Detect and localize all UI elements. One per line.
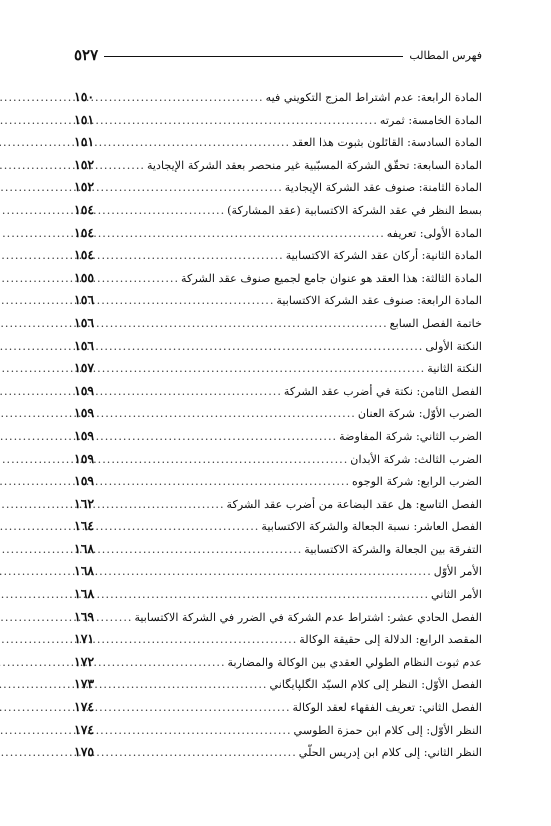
toc-entry-page: ١٧٤	[74, 721, 95, 737]
dot-leader	[107, 132, 290, 155]
dot-leader	[107, 742, 297, 765]
toc-entry-title: المادة السابعة: تحقّق الشركة المسبّبية غير منحصر بعقد الشركة الإيجادية	[146, 158, 482, 172]
toc-entry-page: ١٥٩	[74, 473, 95, 489]
toc-entry-page: ١٧١	[74, 631, 95, 647]
toc-entry	[74, 312, 482, 335]
toc-entry	[74, 470, 482, 493]
toc-entry-page: ١٦٨	[74, 540, 95, 556]
dot-leader	[107, 155, 145, 178]
toc-entry	[74, 448, 482, 471]
toc-entry	[74, 109, 482, 132]
toc-entry	[74, 176, 482, 199]
toc-entry-page: ١٥٤	[74, 247, 95, 263]
toc-entry	[74, 335, 482, 358]
toc-entry-title: الفصل التاسع: هل عقد البضاعة من أضرب عقد الشركة	[226, 497, 482, 511]
dot-leader	[107, 200, 225, 223]
toc-entry	[74, 493, 482, 516]
dot-leader	[107, 87, 264, 110]
page-header	[74, 44, 482, 66]
dot-leader	[107, 720, 292, 743]
toc-entry-title: النكتة الأولى	[425, 339, 482, 353]
dot-leader	[107, 245, 284, 268]
toc-entry-title: الفصل الثاني: تعريف الفقهاء لعقد الوكالة	[292, 701, 482, 715]
toc-entry-page: ١٦٢	[74, 495, 95, 511]
dot-leader	[107, 539, 302, 562]
toc-entry-page: ١٥١	[74, 134, 95, 150]
toc-entry-page: ١٥٦	[74, 292, 95, 308]
dot-leader	[107, 607, 132, 630]
dot-leader	[107, 403, 356, 426]
toc-entry	[74, 560, 482, 583]
toc-entry	[74, 199, 482, 222]
dot-leader	[107, 584, 429, 607]
toc-entry-page: ١٧٥	[74, 744, 95, 760]
toc-entry-title: المادة الثانية: أركان عقد الشركة الاكتسابية	[285, 249, 482, 263]
toc-entry-page: ١٥٤	[74, 224, 95, 240]
dot-leader	[107, 629, 297, 652]
toc-entry-title: النكتة الثانية	[427, 362, 482, 376]
dot-leader	[107, 268, 179, 291]
dot-leader	[107, 674, 267, 697]
toc-entry-page: ١٥٢	[74, 179, 95, 195]
toc-entry	[74, 741, 482, 764]
toc-entry-page: ١٥١	[74, 111, 95, 127]
toc-entry-page: ١٥٩	[74, 450, 95, 466]
toc-entry-page: ١٥٥	[74, 269, 95, 285]
toc-entry-page: ١٧٣	[74, 676, 95, 692]
toc-entry-page: ١٥٩	[74, 405, 95, 421]
page-number: ٥٢٧	[74, 46, 99, 64]
dot-leader	[107, 652, 226, 675]
toc-entry-title: الضرب الرابع: شركة الوجوه	[352, 475, 482, 489]
toc-entry-title: خاتمة الفصل السابع	[389, 316, 482, 330]
dot-leader	[107, 313, 388, 336]
toc-entry	[74, 357, 482, 380]
dot-leader	[107, 561, 432, 584]
toc-entry	[74, 222, 482, 245]
toc-entry-title: الأمر الثاني	[431, 588, 482, 602]
toc-entry-title: عدم ثبوت النظام الطولي العقدي بين الوكالة والمضاربة	[227, 655, 482, 669]
toc-entry	[74, 154, 482, 177]
toc-entry-title: الفصل الأوّل: النظر إلى كلام السيّد الگلپايگاني	[269, 678, 482, 692]
table-of-contents	[74, 86, 482, 764]
toc-entry-page: ١٦٨	[74, 563, 95, 579]
toc-entry	[74, 380, 482, 403]
toc-entry-page: ١٥٦	[74, 314, 95, 330]
toc-entry-page: ١٦٩	[74, 608, 95, 624]
toc-entry	[74, 515, 482, 538]
toc-entry-title: الفصل الحادي عشر: اشتراط عدم الشركة في الضرر في الشركة الاكتسابية	[134, 610, 482, 624]
dot-leader	[107, 336, 423, 359]
toc-entry-title: المقصد الرابع: الدلالة إلى حقيقة الوكالة	[299, 633, 482, 647]
toc-entry	[74, 425, 482, 448]
toc-entry	[74, 289, 482, 312]
toc-entry-title: المادة الثامنة: صنوف عقد الشركة الإيجادية	[284, 181, 482, 195]
toc-entry-title: الأمر الأوّل	[433, 565, 482, 579]
toc-entry	[74, 606, 482, 629]
toc-entry-title: الفصل الثامن: نكتة في أضرب عقد الشركة	[283, 384, 482, 398]
dot-leader	[107, 110, 378, 133]
dot-leader	[107, 290, 274, 313]
toc-entry	[74, 402, 482, 425]
toc-entry	[74, 538, 482, 561]
toc-entry-title: الضرب الثالث: شركة الأبدان	[350, 452, 482, 466]
dot-leader	[107, 381, 282, 404]
dot-leader	[107, 471, 350, 494]
toc-entry-page: ١٦٤	[74, 518, 95, 534]
toc-entry-page: ١٦٨	[74, 586, 95, 602]
toc-entry	[74, 267, 482, 290]
toc-entry-title: المادة السادسة: القائلون بثبوت هذا العقد	[292, 136, 482, 150]
toc-entry	[74, 696, 482, 719]
toc-entry-title: النظر الأوّل: إلى كلام ابن حمزة الطوسي	[293, 723, 482, 737]
toc-entry-page: ١٥٢	[74, 156, 95, 172]
dot-leader	[107, 494, 225, 517]
toc-entry	[74, 86, 482, 109]
toc-entry-page: ١٧٢	[74, 653, 95, 669]
toc-entry	[74, 583, 482, 606]
toc-entry	[74, 651, 482, 674]
toc-entry-page: ١٥٩	[74, 382, 95, 398]
toc-entry-page: ١٥٧	[74, 360, 95, 376]
toc-entry-title: المادة الخامسة: ثمرته	[379, 113, 482, 127]
toc-entry-title: المادة الرابعة: صنوف عقد الشركة الاكتسابية	[276, 294, 482, 308]
toc-entry-title: الضرب الثاني: شركة المفاوضة	[339, 429, 482, 443]
toc-entry-page: ١٥٦	[74, 337, 95, 353]
toc-entry-page: ١٥٠	[74, 89, 95, 104]
toc-entry	[74, 719, 482, 742]
toc-entry-title: المادة الأولى: تعريفه	[386, 226, 482, 240]
toc-entry-title: النظر الثاني: إلى كلام ابن إدريس الحلّي	[298, 746, 482, 760]
dot-leader	[107, 426, 337, 449]
toc-entry-page: ١٧٤	[74, 699, 95, 715]
toc-entry	[74, 131, 482, 154]
dot-leader	[107, 177, 283, 200]
toc-entry-title: بسط النظر في عقد الشركة الاكتسابية (عقد المشاركة)	[227, 203, 482, 217]
dot-leader	[107, 223, 385, 246]
running-header-title: فهرس المطالب	[409, 48, 482, 62]
toc-entry	[74, 673, 482, 696]
dot-leader	[107, 516, 259, 539]
toc-entry-page: ١٥٤	[74, 201, 95, 217]
toc-entry-page: ١٥٩	[74, 427, 95, 443]
toc-entry-title: المادة الثالثة: هذا العقد هو عنوان جامع لجميع صنوف عقد الشركة	[181, 271, 482, 285]
toc-entry-title: المادة الرابعة: عدم اشتراط المزج التكويني فيه	[265, 91, 482, 104]
toc-entry-title: التفرقة بين الجعالة والشركة الاكتسابية	[304, 542, 482, 556]
dot-leader	[107, 449, 348, 472]
header-rule	[104, 56, 403, 57]
dot-leader	[107, 358, 425, 381]
toc-entry-title: الفصل العاشر: نسبة الجعالة والشركة الاكتسابية	[261, 520, 482, 534]
toc-entry-title: الضرب الأوّل: شركة العنان	[357, 407, 482, 421]
dot-leader	[107, 697, 291, 720]
toc-entry	[74, 628, 482, 651]
toc-entry	[74, 244, 482, 267]
